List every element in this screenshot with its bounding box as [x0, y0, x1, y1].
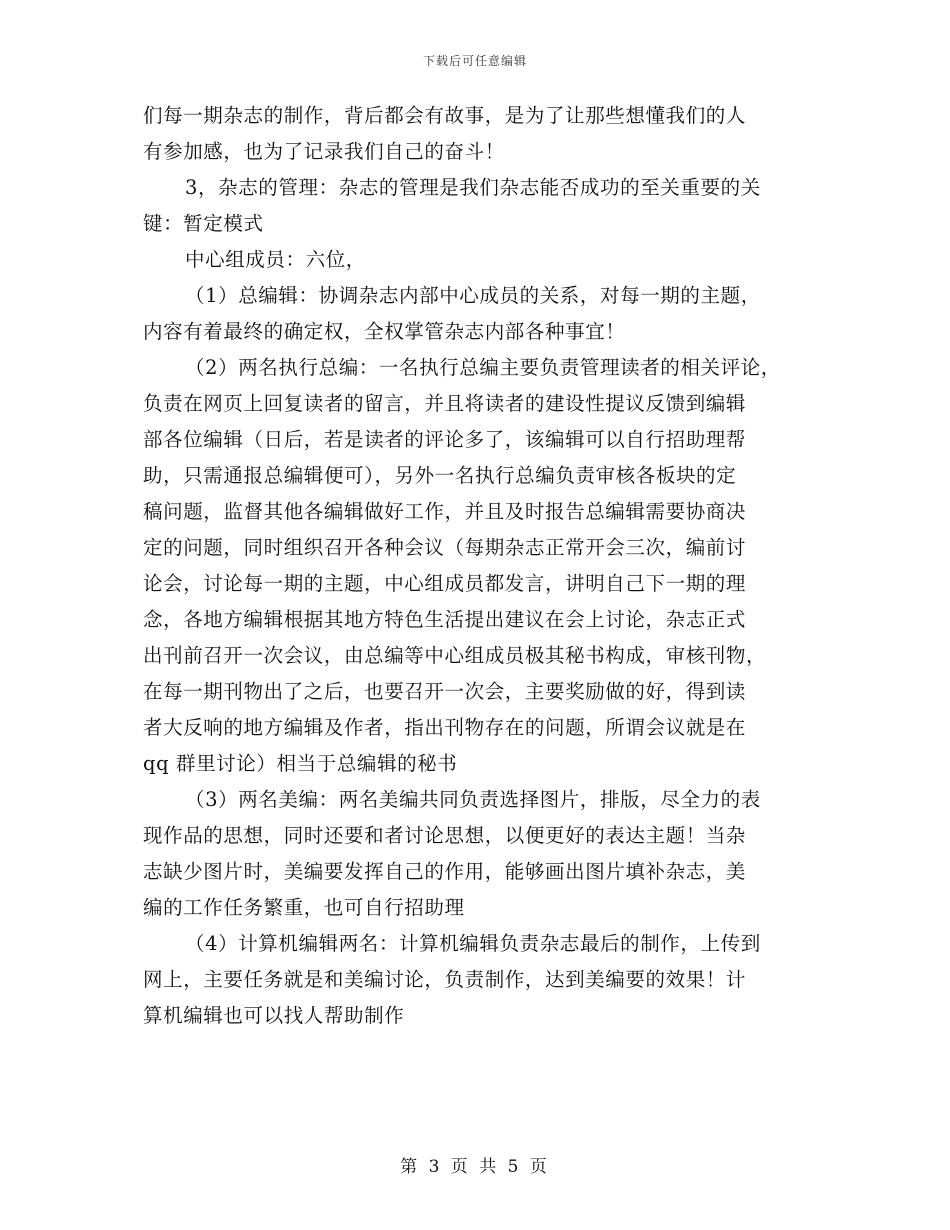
- text-line: 网上，主要任务就是和美编讨论，负责制作，达到美编要的效果！计: [143, 968, 747, 991]
- text-line: （4）计算机编辑两名：计算机编辑负责杂志最后的制作，上传到: [185, 932, 761, 955]
- text-line: 算机编辑也可以找人帮助制作: [143, 1004, 405, 1027]
- text-line: （2）两名执行总编：一名执行总编主要负责管理读者的相关评论，: [185, 356, 781, 379]
- text-line: 念，各地方编辑根据其地方特色生活提出建议在会上讨论，杂志正式: [143, 608, 747, 631]
- text-line: 们每一期杂志的制作，背后都会有故事，是为了让那些想懂我们的人: [143, 104, 747, 127]
- text-line: 键：暂定模式: [143, 212, 264, 235]
- text-line: qq 群里讨论）相当于总编辑的秘书: [143, 752, 458, 775]
- text-line: 稿问题，监督其他各编辑做好工作，并且及时报告总编辑需要协商决: [143, 500, 747, 523]
- text-line: 编的工作任务繁重，也可自行招助理: [143, 896, 465, 919]
- text-line: 出刊前召开一次会议，由总编等中心组成员极其秘书构成，审核刊物，: [143, 644, 767, 667]
- document-body: [143, 98, 833, 1034]
- text-line: 者大反响的地方编辑及作者，指出刊物存在的问题，所谓会议就是在: [143, 716, 747, 739]
- text-line: 论会，讨论每一期的主题，中心组成员都发言，讲明自己下一期的理: [143, 572, 747, 595]
- page-footer: 第 3 页 共 5 页: [400, 1157, 550, 1177]
- text-line: 现作品的思想，同时还要和者讨论思想，以便更好的表达主题！当杂: [143, 824, 747, 847]
- text-line: 中心组成员：六位，: [185, 248, 366, 271]
- page-header: 下载后可任意编辑: [422, 54, 527, 68]
- text-line: （3）两名美编：两名美编共同负责选择图片，排版，尽全力的表: [185, 788, 761, 811]
- text-line: 有参加感，也为了记录我们自己的奋斗！: [143, 140, 505, 163]
- text-line: 助，只需通报总编辑便可），另外一名执行总编负责审核各板块的定: [143, 464, 737, 487]
- text-line: 定的问题，同时组织召开各种会议（每期杂志正常开会三次，编前讨: [143, 536, 747, 559]
- text-line: 内容有着最终的确定权，全权掌管杂志内部各种事宜！: [143, 320, 626, 343]
- text-line: （1）总编辑：协调杂志内部中心成员的关系，对每一期的主题，: [185, 284, 761, 307]
- text-line: 志缺少图片时，美编要发挥自己的作用，能够画出图片填补杂志，美: [143, 860, 747, 883]
- text-line: 负责在网页上回复读者的留言，并且将读者的建设性提议反馈到编辑: [143, 392, 747, 415]
- text-line: 部各位编辑（日后，若是读者的评论多了，该编辑可以自行招助理帮: [143, 428, 747, 451]
- text-line: 3，杂志的管理：杂志的管理是我们杂志能否成功的至关重要的关: [185, 176, 761, 199]
- text-line: 在每一期刊物出了之后，也要召开一次会，主要奖励做的好，得到读: [143, 680, 747, 703]
